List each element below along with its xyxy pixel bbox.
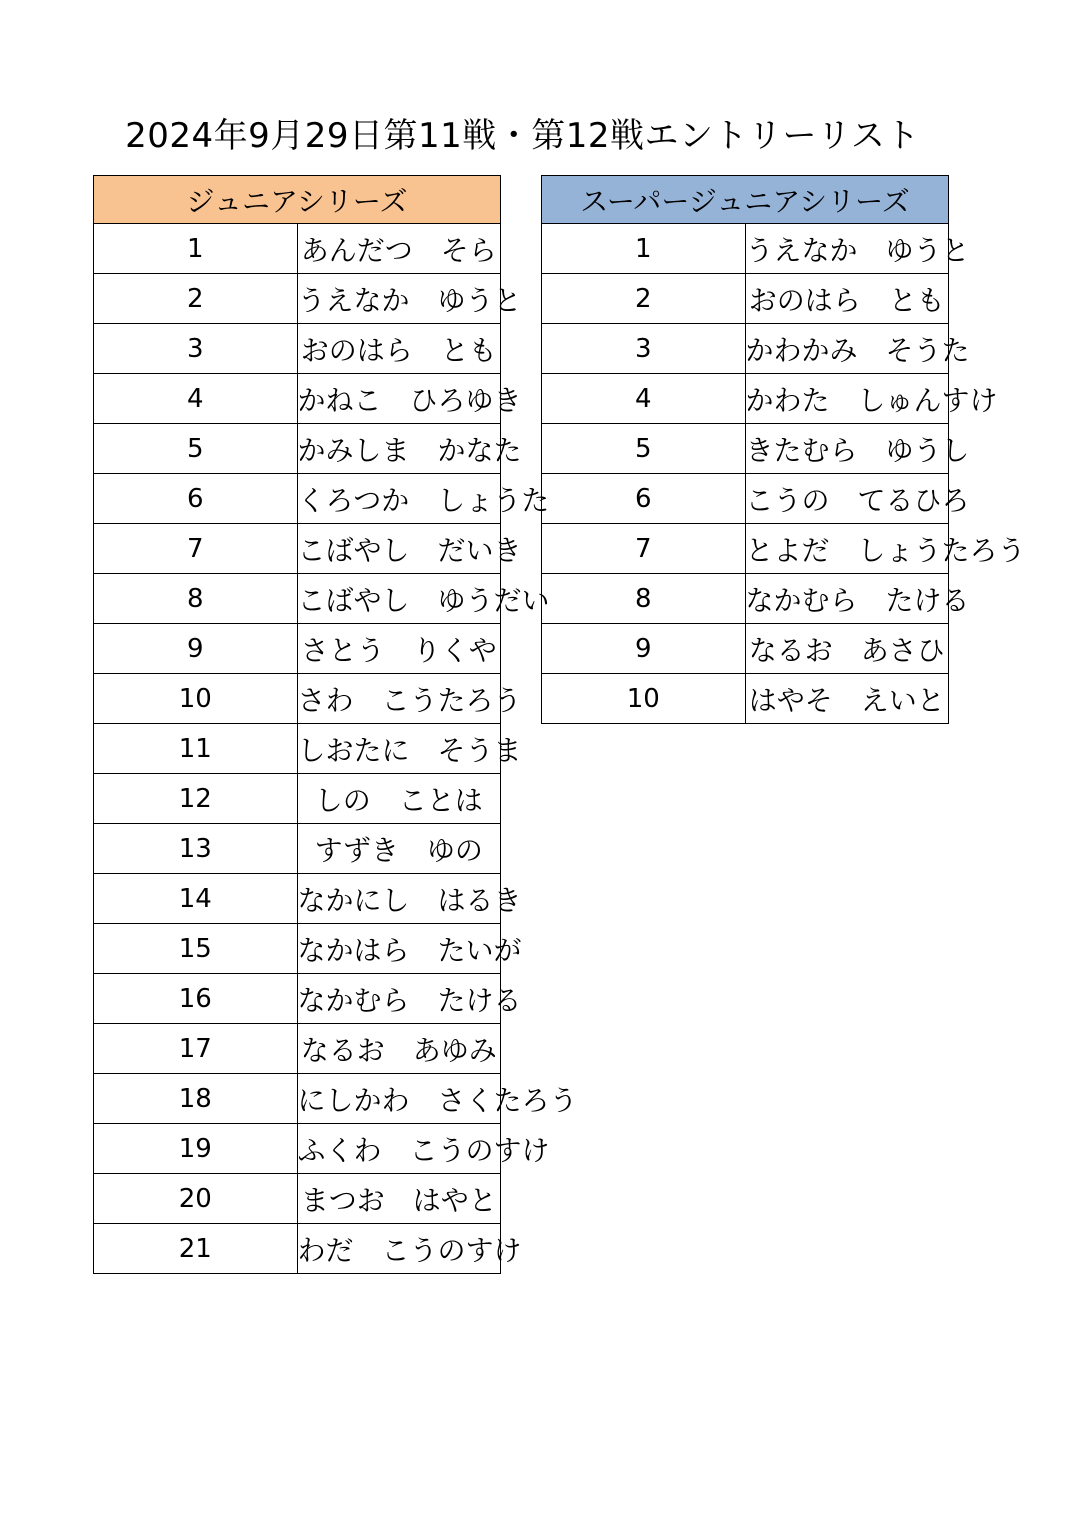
entry-number: 21 [94,1224,298,1274]
super-junior-series-table [541,175,1026,724]
junior-table-body [94,224,578,1274]
table-row [94,774,501,824]
entry-name: ふくわ こうのすけ [297,1124,501,1174]
entry-name: こばやし ゆうだい [297,574,501,624]
entry-name: しおたに そうま [297,724,501,774]
entry-number: 2 [94,274,298,324]
table-row [94,574,501,624]
table-row [94,974,501,1024]
table-row [94,724,501,774]
table-row [542,424,949,474]
entry-number: 7 [94,524,298,574]
entry-number: 9 [94,624,298,674]
entry-number: 7 [542,524,746,574]
entry-name: なかはら たいが [297,924,501,974]
table-row [94,474,501,524]
table-row [542,324,949,374]
super-junior-table-body [542,224,1026,724]
entry-number: 20 [94,1174,298,1224]
entry-number: 4 [94,374,298,424]
entry-number: 11 [94,724,298,774]
junior-series-table [93,175,578,1274]
table-row [542,674,949,724]
junior-series-header: ジュニアシリーズ [94,176,501,224]
entry-name: なかむら たける [745,574,949,624]
entry-number: 3 [542,324,746,374]
entry-name: かわかみ そうた [745,324,949,374]
entry-name: くろつか しょうた [297,474,501,524]
entry-name: なるお あゆみ [297,1024,501,1074]
entry-name: はやそ えいと [745,674,949,724]
table-row [94,274,501,324]
entry-name: すずき ゆの [297,824,501,874]
entry-number: 16 [94,974,298,1024]
table-row [94,1024,501,1074]
entry-number: 10 [542,674,746,724]
entry-name: かみしま かなた [297,424,501,474]
table-row [94,1124,501,1174]
junior-header-row [94,176,501,224]
entry-number: 2 [542,274,746,324]
table-row [94,1224,501,1274]
table-row [94,324,501,374]
entry-name: きたむら ゆうし [745,424,949,474]
table-row [542,574,949,624]
entry-number: 14 [94,874,298,924]
table-row [542,274,949,324]
entry-number: 6 [94,474,298,524]
entry-number: 4 [542,374,746,424]
entry-number: 1 [542,224,746,274]
table-row [94,924,501,974]
entry-number: 12 [94,774,298,824]
entry-name: うえなか ゆうと [745,224,949,274]
entry-number: 8 [542,574,746,624]
entry-number: 6 [542,474,746,524]
entry-name: あんだつ そら [297,224,501,274]
entry-name: おのはら とも [745,274,949,324]
entry-number: 8 [94,574,298,624]
table-row [94,374,501,424]
entry-name: さわ こうたろう [297,674,501,724]
table-row [94,874,501,924]
entry-name: かねこ ひろゆき [297,374,501,424]
entry-name: うえなか ゆうと [297,274,501,324]
table-row [542,474,949,524]
table-row [542,624,949,674]
entry-number: 9 [542,624,746,674]
entry-number: 18 [94,1074,298,1124]
table-row [94,424,501,474]
entry-name: とよだ しょうたろう [745,524,949,574]
page-title: 2024年9月29日第11戦・第12戦エントリーリスト [125,116,920,156]
table-row [94,1174,501,1224]
entry-number: 5 [94,424,298,474]
table-row [94,674,501,724]
entry-number: 10 [94,674,298,724]
entry-name: しの ことは [297,774,501,824]
table-row [542,374,949,424]
entry-number: 15 [94,924,298,974]
entry-number: 5 [542,424,746,474]
entry-number: 13 [94,824,298,874]
entry-number: 3 [94,324,298,374]
entry-number: 17 [94,1024,298,1074]
table-row [542,224,949,274]
entry-name: こうの てるひろ [745,474,949,524]
entry-name: さとう りくや [297,624,501,674]
entry-number: 1 [94,224,298,274]
entry-name: まつお はやと [297,1174,501,1224]
entry-name: こばやし だいき [297,524,501,574]
entry-name: にしかわ さくたろう [297,1074,501,1124]
entry-name: なるお あさひ [745,624,949,674]
super-junior-series-header: スーパージュニアシリーズ [542,176,949,224]
entry-number: 19 [94,1124,298,1174]
table-row [542,524,949,574]
super-junior-header-row [542,176,949,224]
table-row [94,1074,501,1124]
table-row [94,524,501,574]
table-row [94,224,501,274]
entry-name: なかにし はるき [297,874,501,924]
table-row [94,624,501,674]
entry-name: わだ こうのすけ [297,1224,501,1274]
table-row [94,824,501,874]
entry-name: おのはら とも [297,324,501,374]
entry-name: なかむら たける [297,974,501,1024]
entry-name: かわた しゅんすけ [745,374,949,424]
